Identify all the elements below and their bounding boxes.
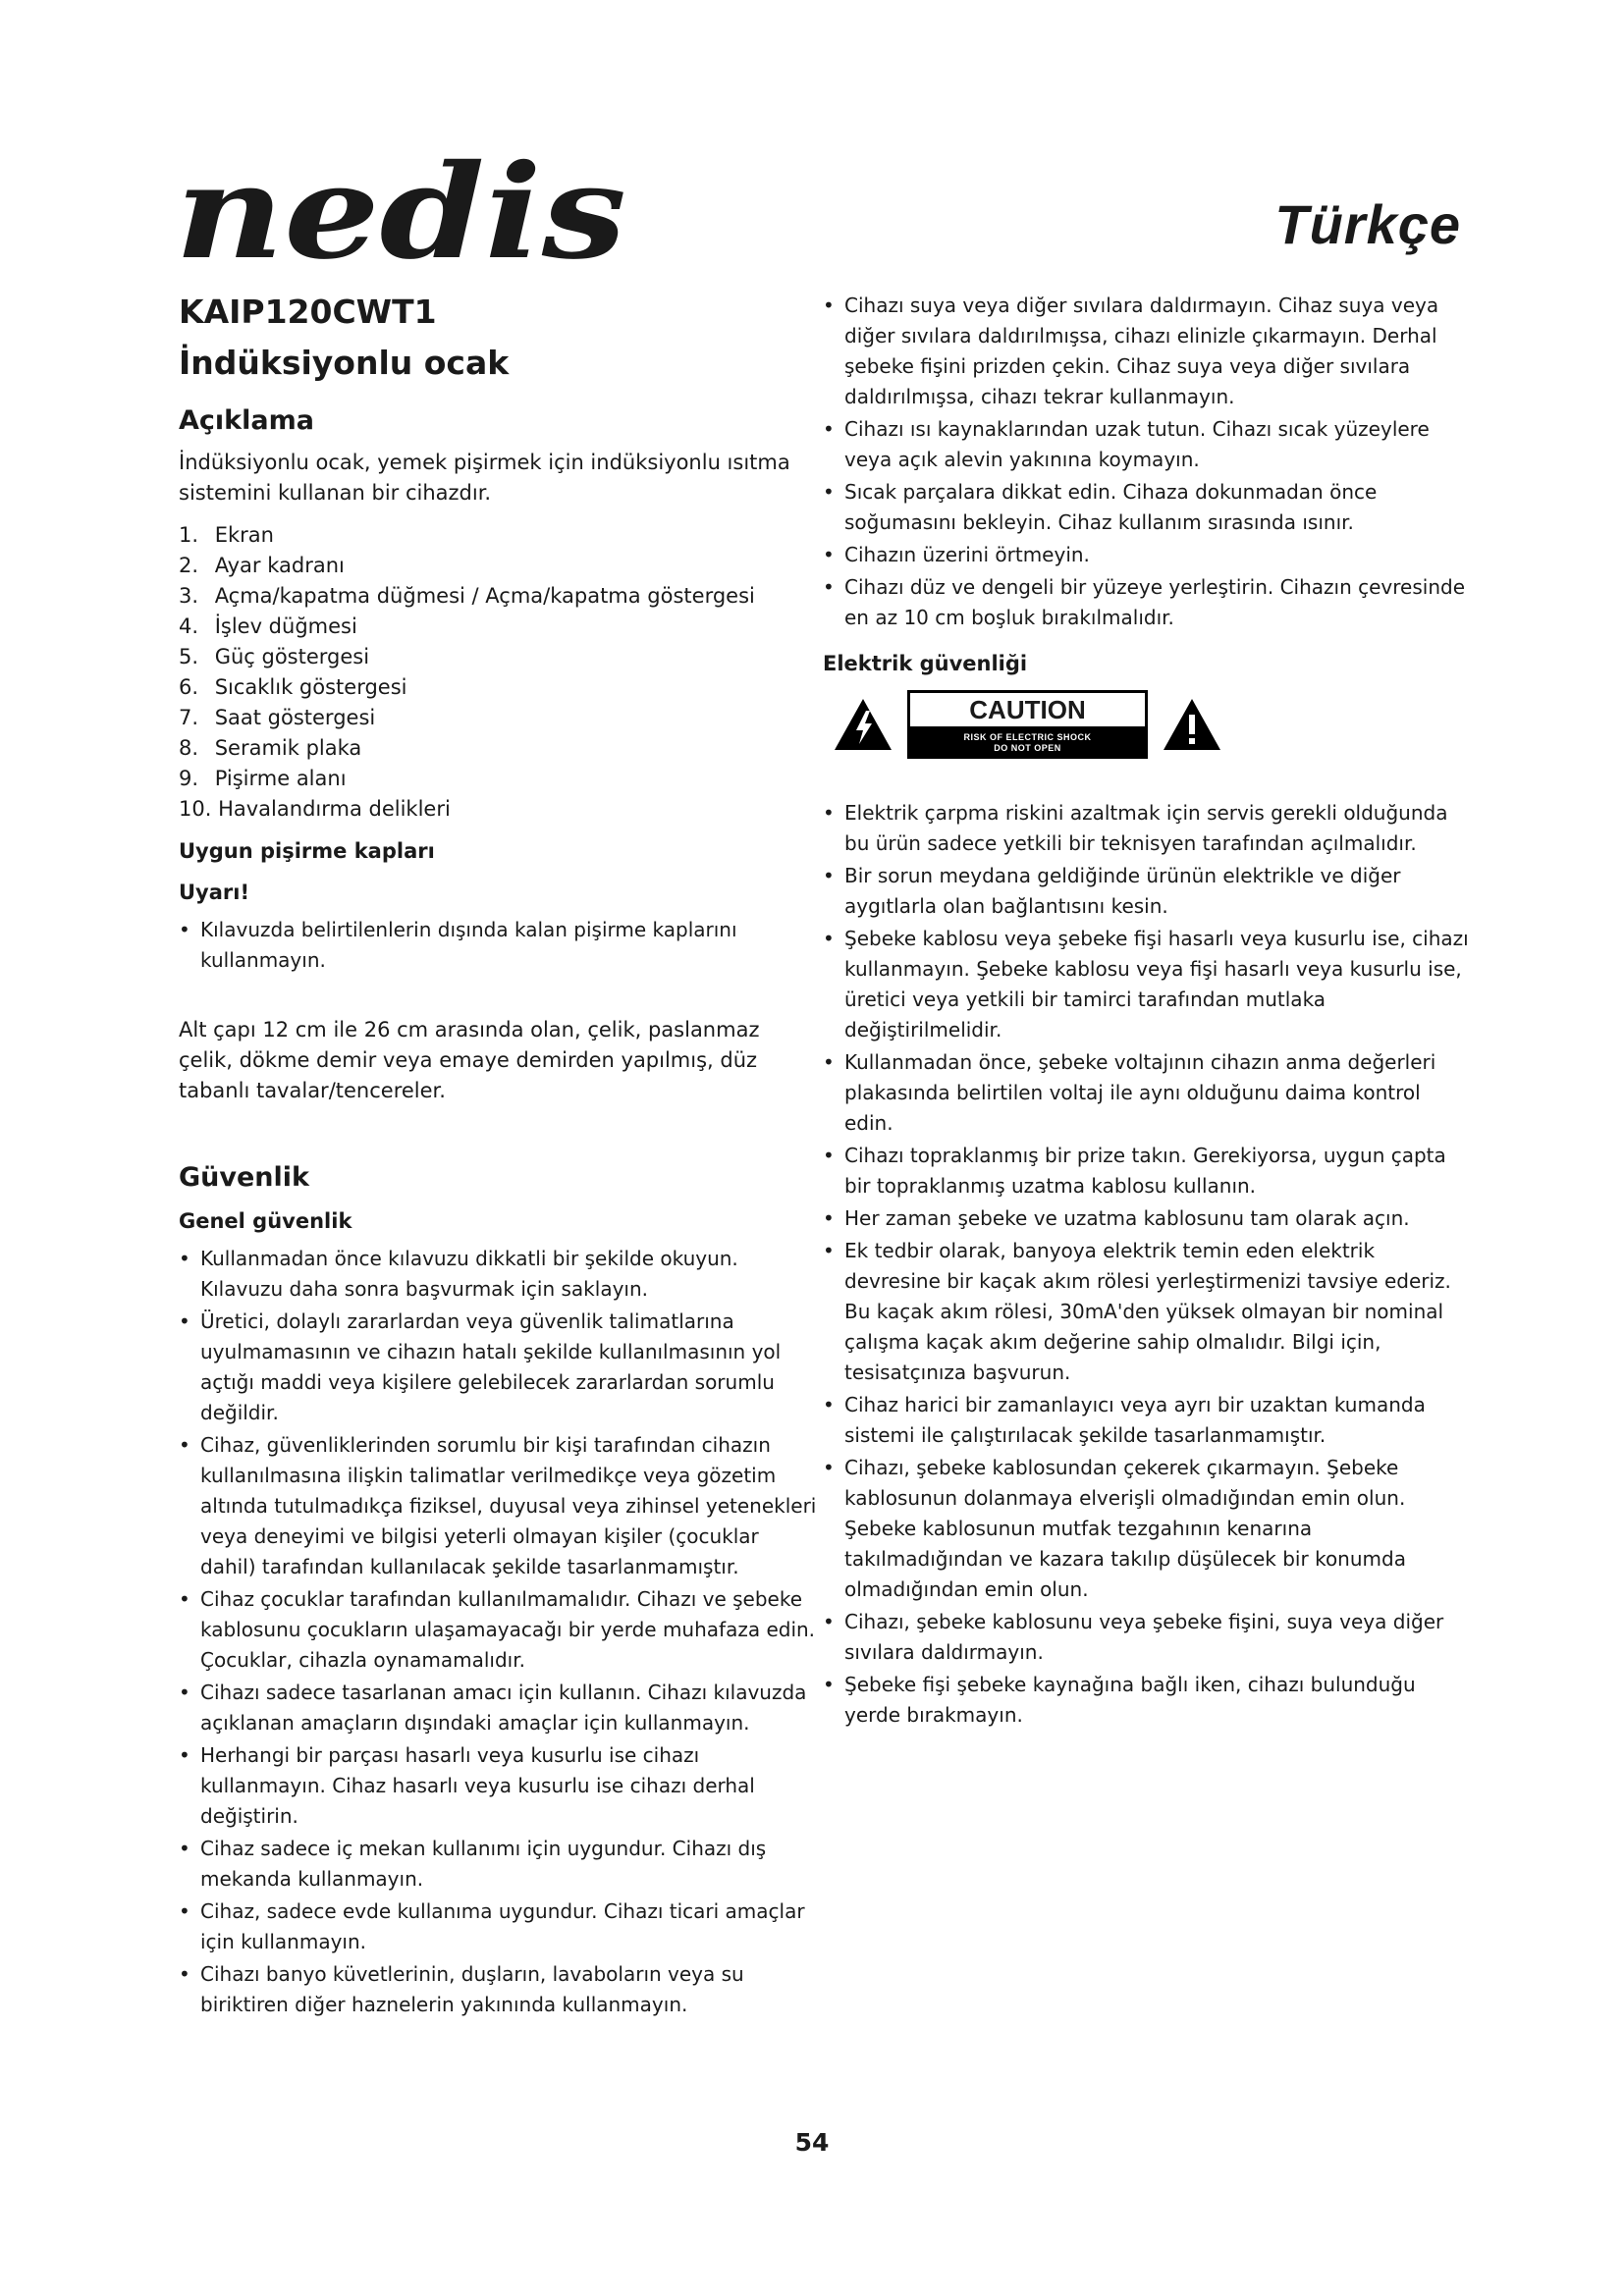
general-safety-list xyxy=(179,1244,817,2020)
cookware-warnings xyxy=(179,915,817,976)
right-column xyxy=(823,291,1471,1746)
cookware-text: Alt çapı 12 cm ile 26 cm arasında olan, çelik, paslanmaz çelik, dökme demir veya emaye demirden yapılmış, düz tabanlı tavalar/tencereler. xyxy=(179,1018,760,1102)
list-item: • Şebeke fişi şebeke kaynağına bağlı iken, cihazı bulunduğu yerde bırakmayın. xyxy=(823,1673,1416,1727)
list-item: • Cihazı, şebeke kablosundan çekerek çıkarmayın. Şebeke kablosunun dolanmaya elverişli olmadığından emin olun. Şebeke kablosunun mutfak tezgahının kenarına takılmadığından ve kazara takılıp düşülecek bir konumda olmadığından emin olun. xyxy=(823,1456,1406,1601)
list-item: • Cihazı, şebeke kablosunu veya şebeke fişini, suya veya diğer sıvılara daldırmayın. xyxy=(823,1610,1444,1664)
list-item: • Üretici, dolaylı zararlardan veya güvenlik talimatlarına uyulmamasının ve cihazın hatalı şekilde kullanılmasının yol açtığı maddi veya kişilere gelebilecek zararlardan sorumlu değildir. xyxy=(179,1309,782,1424)
left-column xyxy=(179,291,817,2036)
list-item: • Kullanmadan önce kılavuzu dikkatli bir şekilde okuyun. Kılavuzu daha sonra başvurmak için saklayın. xyxy=(179,1247,738,1301)
description-intro: İndüksiyonlu ocak, yemek pişirmek için indüksiyonlu ısıtma sistemini kullanan bir cihazdır. xyxy=(179,451,790,505)
caution-title: CAUTION xyxy=(910,693,1145,729)
list-item: 2. Ayar kadranı xyxy=(179,554,345,577)
electrical-safety-heading: Elektrik güvenliği xyxy=(823,652,1028,675)
list-item: • Cihazı suya veya diğer sıvılara daldırmayın. Cihaz suya veya diğer sıvılara daldırılmışsa, cihazı elinizle çıkarmayın. Derhal şebeke fişini prizden çekin. Cihaz suya veya diğer sıvılara daldırılmışsa, cihazı tekrar kullanmayın. xyxy=(823,294,1439,408)
list-item: • Her zaman şebeke ve uzatma kablosunu tam olarak açın. xyxy=(823,1206,1410,1230)
list-item: • Cihazı ısı kaynaklarından uzak tutun. Cihazı sıcak yüzeylere veya açık alevin yakınına koymayın. xyxy=(823,417,1430,471)
list-item: • Şebeke kablosu veya şebeke fişi hasarlı veya kusurlu ise, cihazı kullanmayın. Şebeke kablosu veya fişi hasarlı veya kusurlu ise, üretici veya yetkili bir tamirci tarafından mutlaka değiştirilmelidir. xyxy=(823,927,1469,1041)
list-item: 8. Seramik plaka xyxy=(179,736,362,760)
list-item: 10. Havalandırma delikleri xyxy=(179,797,451,821)
electric-shock-warning-icon xyxy=(833,697,893,752)
page-number: 54 xyxy=(794,2128,830,2157)
list-item: • Cihaz harici bir zamanlayıcı veya ayrı bir uzaktan kumanda sistemi ile çalıştırılacak şekilde tasarlanmamıştır. xyxy=(823,1393,1426,1447)
model-number: KAIP120CWT1 xyxy=(179,293,437,331)
caution-box xyxy=(907,690,1148,759)
list-item: • Sıcak parçalara dikkat edin. Cihaza dokunmadan önce soğumasını bekleyin. Cihaz kullanım sırasında ısınır. xyxy=(823,480,1378,534)
list-item: • Kullanmadan önce, şebeke voltajının cihazın anma değerleri plakasında belirtilen voltaj ile aynı olduğunu daima kontrol edin. xyxy=(823,1050,1436,1135)
general-safety-heading: Genel güvenlik xyxy=(179,1209,352,1233)
caution-line-2: DO NOT OPEN xyxy=(994,742,1061,753)
list-item: • Cihazı topraklanmış bir prize takın. Gerekiyorsa, uygun çapta bir topraklanmış uzatma kablosu kullanın. xyxy=(823,1144,1446,1198)
general-safety-list-continued xyxy=(823,291,1471,633)
list-item: • Cihaz sadece iç mekan kullanımı için uygundur. Cihazı dış mekanda kullanmayın. xyxy=(179,1837,767,1891)
list-item: 6. Sıcaklık göstergesi xyxy=(179,675,407,699)
list-item: • Kılavuzda belirtilenlerin dışında kalan pişirme kaplarını kullanmayın. xyxy=(179,918,737,972)
nedis-logo xyxy=(175,147,638,285)
list-item: • Cihazı sadece tasarlanan amacı için kullanın. Cihazı kılavuzda açıklanan amaçların dışındaki amaçlar için kullanmayın. xyxy=(179,1681,807,1735)
caution-line-1: RISK OF ELECTRIC SHOCK xyxy=(963,731,1092,742)
warning-heading: Uyarı! xyxy=(179,881,250,904)
product-name: İndüksiyonlu ocak xyxy=(179,344,510,382)
list-item: 1. Ekran xyxy=(179,523,274,547)
list-item: 3. Açma/kapatma düğmesi / Açma/kapatma göstergesi xyxy=(179,584,755,608)
list-item: • Herhangi bir parçası hasarlı veya kusurlu ise cihazı kullanmayın. Cihaz hasarlı veya kusurlu ise cihazı derhal değiştirin. xyxy=(179,1743,755,1828)
exclamation-warning-icon xyxy=(1162,697,1222,752)
parts-list xyxy=(179,520,817,825)
list-item: • Cihazı banyo küvetlerinin, duşların, lavaboların veya su biriktiren diğer haznelerin yakınında kullanmayın. xyxy=(179,1962,744,2016)
safety-heading: Güvenlik xyxy=(179,1162,309,1193)
list-item: 9. Pişirme alanı xyxy=(179,767,347,790)
list-item: • Elektrik çarpma riskini azaltmak için servis gerekli olduğunda bu ürün sadece yetkili bir teknisyen tarafından açılmalıdır. xyxy=(823,801,1448,855)
electrical-safety-list xyxy=(823,798,1471,1731)
list-item: • Ek tedbir olarak, banyoya elektrik temin eden elektrik devresine bir kaçak akım rölesi yerleştirmenizi tavsiye ederiz. Bu kaçak akım rölesi, 30mA'den yüksek olmayan bir nominal çalışma kaçak akım değerine sahip olmalıdır. Bilgi için, tesisatçınıza başvurun. xyxy=(823,1239,1451,1384)
cookware-heading: Uygun pişirme kapları xyxy=(179,839,435,863)
list-item: • Cihazın üzerini örtmeyin. xyxy=(823,543,1090,566)
logo-text: nedis xyxy=(175,147,626,285)
list-item: 7. Saat göstergesi xyxy=(179,706,376,729)
language-label: Türkçe xyxy=(1274,193,1461,255)
description-heading: Açıklama xyxy=(179,405,314,436)
list-item: • Cihaz, sadece evde kullanıma uygundur. Cihazı ticari amaçlar için kullanmayın. xyxy=(179,1899,805,1953)
list-item: 4. İşlev düğmesi xyxy=(179,614,357,638)
caution-label xyxy=(823,690,1471,759)
list-item: 5. Güç göstergesi xyxy=(179,645,370,668)
list-item: • Bir sorun meydana geldiğinde ürünün elektrikle ve diğer aygıtlarla olan bağlantısını kesin. xyxy=(823,864,1401,918)
list-item: • Cihazı düz ve dengeli bir yüzeye yerleştirin. Cihazın çevresinde en az 10 cm boşluk bırakılmalıdır. xyxy=(823,575,1466,629)
list-item: • Cihaz çocuklar tarafından kullanılmamalıdır. Cihazı ve şebeke kablosunu çocukların ulaşamayacağı bir yerde muhafaza edin. Çocuklar, cihazla oynamamalıdır. xyxy=(179,1587,816,1672)
list-item: • Cihaz, güvenliklerinden sorumlu bir kişi tarafından cihazın kullanılmasına ilişkin talimatlar verilmedikçe veya gözetim altında tutulmadıkça fiziksel, duyusal veya zihinsel yetenekleri veya deneyimi ve bilgisi yeterli olmayan kişiler (çocuklar dahil) tarafından kullanılacak şekilde tasarlanmamıştır. xyxy=(179,1433,817,1578)
